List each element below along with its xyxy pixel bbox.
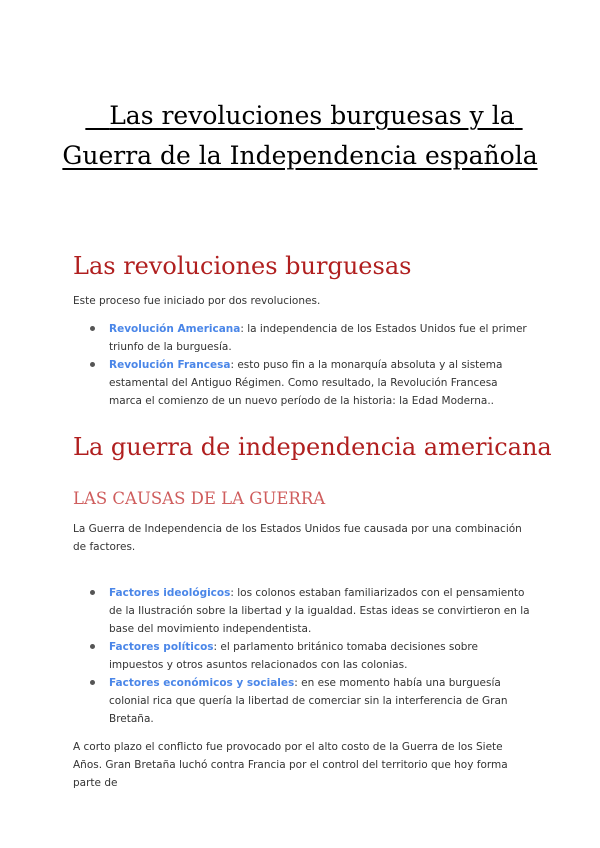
list-item-text: : en ese momento había una burguesía colonial rica que quería la libertad de comerciar sin la interferencia de Gran Bretaña. — [109, 677, 508, 725]
list-item — [90, 674, 530, 728]
list-item-term: Revolución Francesa — [109, 359, 231, 371]
causas-intro-paragraph: La Guerra de Independencia de los Estados Unidos fue causada por una combinación de factores. — [73, 523, 522, 553]
revoluciones-list — [90, 320, 530, 410]
list-item — [90, 584, 530, 638]
list-item — [90, 320, 530, 356]
list-item-term: Factores políticos — [109, 641, 214, 653]
causas-list — [90, 584, 530, 728]
closing-paragraph: A corto plazo el conflicto fue provocado por el alto costo de la Guerra de los Siete Años. Gran Bretaña luchó contra Francia por el control del territorio que hoy forma parte de — [73, 741, 508, 789]
section-intro-paragraph: Este proceso fue iniciado por dos revoluciones. — [73, 295, 321, 307]
list-item-term: Revolución Americana — [109, 323, 241, 335]
section-heading-guerra: La guerra de independencia americana — [73, 433, 552, 461]
list-item — [90, 356, 530, 410]
section-heading-revoluciones: Las revoluciones burguesas — [73, 252, 412, 280]
bullet-icon — [90, 590, 95, 595]
list-item-term: Factores ideológicos — [109, 587, 231, 599]
document-title: Las revoluciones burguesas y la Guerra de la Independencia española — [62, 101, 538, 170]
list-item-text: : el parlamento británico tomaba decisiones sobre impuestos y otros asuntos relacionados con las colonias. — [109, 641, 478, 671]
list-item — [90, 638, 530, 674]
list-item-text: : los colonos estaban familiarizados con el pensamiento de la Ilustración sobre la libertad y la igualdad. Estas ideas se convirtieron en la base del movimiento independentista. — [109, 587, 530, 635]
subsection-heading-causas: LAS CAUSAS DE LA GUERRA — [73, 489, 326, 508]
bullet-icon — [90, 362, 95, 367]
bullet-icon — [90, 644, 95, 649]
list-item-text: : la independencia de los Estados Unidos fue el primer triunfo de la burguesía. — [109, 323, 527, 353]
bullet-icon — [90, 680, 95, 685]
bullet-icon — [90, 326, 95, 331]
list-item-text: : esto puso fin a la monarquía absoluta y al sistema estamental del Antiguo Régimen. Como resultado, la Revolución Francesa marca el comienzo de un nuevo período de la historia: la Edad Moderna.. — [109, 359, 503, 407]
list-item-term: Factores económicos y sociales — [109, 677, 295, 689]
